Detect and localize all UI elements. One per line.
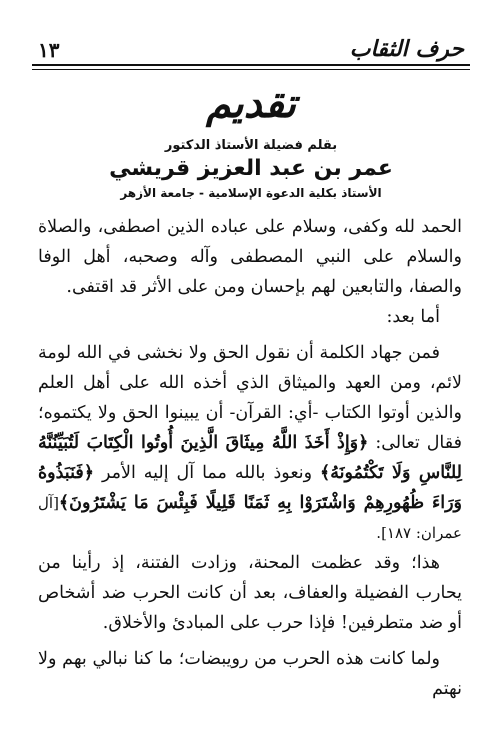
quran-verse: ﴿وَإِذْ أَخَذَ اللَّهُ مِيثَاقَ الَّذِينَ أُوتُوا الْكِتَابَ لَتُبَيِّنُنَّهُ لِلنَّاسِ وَلَا تَكْتُمُونَهُ﴾ bbox=[38, 433, 462, 483]
page-number: ١٣ bbox=[38, 38, 60, 62]
author-affiliation: الأستاذ بكلية الدعوة الإسلامية - جامعة الأزهر bbox=[120, 186, 382, 200]
header-rule bbox=[32, 64, 470, 70]
paragraph: الحمد لله وكفى، وسلام على عباده الذين اصطفى، والصلاة والسلام على النبي المصطفى وآله وصحبه، أهل الوفا والصفا، والتابعين لهم بإحسان ومن على الأثر قد اقتفى. bbox=[38, 217, 462, 297]
paragraph-text: فمن جهاد الكلمة أن نقول الحق ولا نخشى في الله لومة لائم، ومن العهد والميثاق الذي أخذه الله على أهل العلم والذين أوتوا الكتاب -أي: القرآن- أن يبينوا الحق ولا يكتموه؛ فقال تعالى: bbox=[38, 343, 462, 453]
paragraph: ولما كانت هذه الحرب من رويبضات؛ ما كنا نبالي بهم ولا نهتم bbox=[38, 649, 462, 699]
running-header bbox=[38, 28, 464, 60]
body-text bbox=[38, 212, 462, 704]
section-heading: تقديم bbox=[205, 80, 297, 127]
paragraph: هذا؛ وقد عظمت المحنة، وزادت الفتنة، إذ رأينا من يحارب الفضيلة والعفاف، بعد أن كانت الحرب ضد أشخاص أو ضد متطرفين! فإذا حرب على المبادئ والأخلاق. bbox=[38, 553, 462, 633]
verse-reference: [آل عمران: ١٨٧]. bbox=[38, 494, 462, 542]
quran-verse: ﴿فَنَبَذُوهُ وَرَاءَ ظُهُورِهِمْ وَاشْتَرَوْا بِهِ ثَمَنًا قَلِيلًا فَبِئْسَ مَا يَشْتَرُونَ﴾ bbox=[38, 463, 462, 513]
author-name: عمر بن عبد العزيز قريشي bbox=[109, 156, 393, 181]
byline: بقلم فضيلة الأستاذ الدكتور bbox=[164, 138, 338, 153]
paragraph: أما بعد: bbox=[386, 307, 440, 327]
paragraph-text: ونعوذ بالله مما آل إليه الأمر bbox=[101, 463, 313, 483]
paragraph bbox=[38, 338, 462, 548]
book-title: حرف الثقاب bbox=[349, 36, 464, 62]
